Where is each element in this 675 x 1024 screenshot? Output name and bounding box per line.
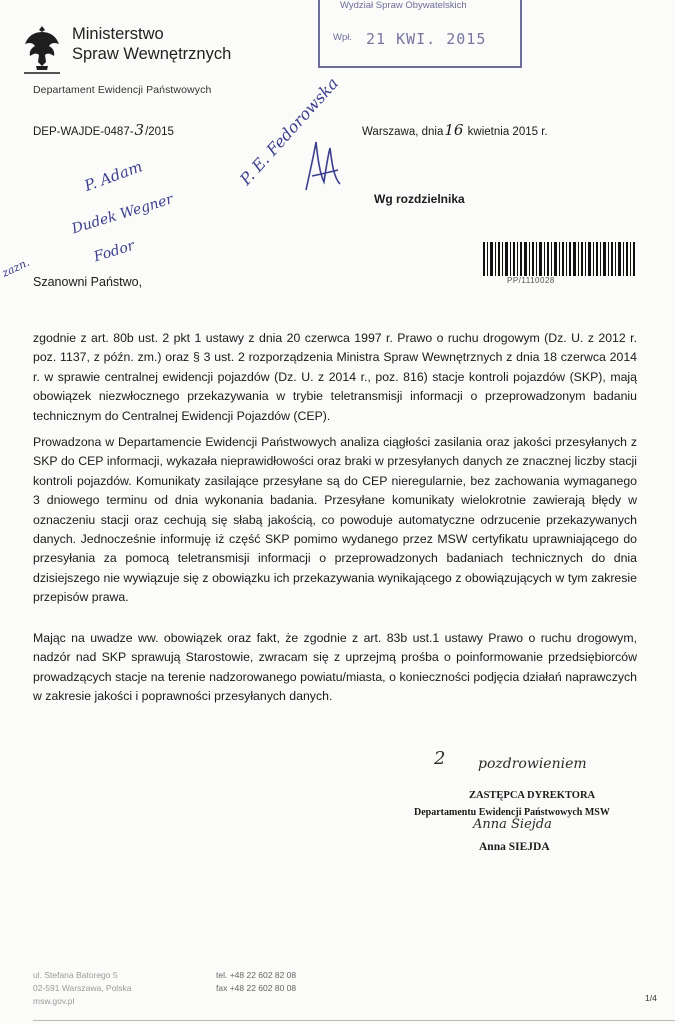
- stamp-received-label: Wpł.: [333, 32, 352, 43]
- footer-divider: [33, 1020, 675, 1021]
- footer-contact: [216, 969, 296, 995]
- ministry-name-line2: Spraw Wewnętrznych: [72, 45, 232, 63]
- document-number-prefix: DEP-WAJDE-0487-: [33, 126, 134, 138]
- signer-name: Anna SIEJDA: [479, 841, 550, 853]
- footer-address: [33, 969, 131, 1008]
- signer-department: Departamentu Ewidencji Państwowych MSW: [414, 807, 610, 818]
- handwritten-greeting-number: 2: [434, 748, 446, 769]
- signer-title: ZASTĘPCA DYREKTORA: [469, 790, 596, 801]
- day-handwritten: 16: [444, 121, 464, 139]
- stamp-date: 21 KWI. 2015: [366, 30, 487, 48]
- body-paragraph-2: Prowadzona w Departamencie Ewidencji Państwowych analiza ciągłości zasilania oraz jakości przesyłanych z SKP do CEP informacji, wykazała nieprawidłowości oraz braki w przesyłanych danych ze znacznej liczby stacji kontroli pojazdów. Komunikaty zasilające przesyłane są do CEP nieregularnie, bez zachowania wymaganego 3 dniowego terminu od dnia wykonania badania. Przesyłane komunikaty wielokrotnie zawierają błędy w oznaczeniu stacji oraz cechują się słabą jakością, co powoduje automatyczne odrzucenie przekazywanych danych. Jednocześnie informuję iż część SKP pomimo wydanego przez MSW certyfikatu uprawniającego do przesyłania za pomocą teletransmisji informacji o przeprowadzonych badaniach technicznych do dnia dzisiejszego nie wywiązuje się z obowiązku ich przekazywania wynikającego z obowiązujących w tym zakresie przepisów prawa.: [33, 435, 637, 605]
- handwritten-note-fedorowska: P. E. Fedorowska: [236, 73, 343, 189]
- barcode-number: PP/1110028: [507, 276, 555, 285]
- department-name: Departament Ewidencji Państwowych: [33, 84, 212, 96]
- place-prefix: Warszawa, dnia: [362, 126, 444, 138]
- handwritten-note-fodor: Fodor: [92, 237, 137, 266]
- place-suffix: kwietnia 2015 r.: [464, 126, 548, 138]
- document-number: [33, 121, 174, 139]
- salutation: Szanowni Państwo,: [33, 275, 143, 289]
- place-and-date: [362, 121, 548, 139]
- ministry-name: [72, 24, 231, 64]
- handwritten-note-names: Dudek Wegner: [70, 191, 176, 238]
- eagle-emblem-icon: [22, 22, 62, 74]
- handwritten-note-adam: P. Adam: [82, 157, 145, 195]
- body-paragraph-3: Mając na uwadze ww. obowiązek oraz fakt, że zgodnie z art. 83b ust.1 ustawy Prawo o ruchu drogowym, nadzór nad SKP sprawują Starostowie, zwracam się z uprzejmą prośba o poinformowanie przedsiębiorców prowadzących stacje na terenie nadzorowanego powiatu/miasta, o konieczności podjęcia działań naprawczych w zakresie jakości i poprawności przesyłanych danych.: [33, 631, 637, 704]
- footer-tel: tel. +48 22 602 82 08: [216, 970, 297, 980]
- handwritten-initials-scribble: [296, 132, 350, 196]
- ministry-name-line1: Ministerstwo: [72, 25, 164, 43]
- document-number-handwritten: 3: [134, 121, 145, 139]
- handwritten-signature: Anna Siejda: [473, 817, 552, 832]
- handwritten-greeting: pozdrowieniem: [478, 756, 587, 772]
- body-paragraph-1: zgodnie z art. 80b ust. 2 pkt 1 ustawy z dnia 20 czerwca 1997 r. Prawo o ruchu drogowym (Dz. U. z 2012 r. poz. 1137, z późn. zm.) oraz § 3 ust. 2 rozporządzenia Ministra Spraw Wewnętrznych z dnia 18 czerwca 2014 r. w sprawie centralnej ewidencji pojazdów (Dz. U. z 2014 r., poz. 816) stacje kontroli pojazdów (SKP), mają obowiązek niezwłocznego przekazywania w trybie teletransmisji informacji o przeprowadzonym badaniu technicznym do Centralnej Ewidencji Pojazdów (CEP).: [33, 331, 637, 423]
- footer-address-line1: ul. Stefana Batorego 5: [33, 970, 118, 980]
- barcode-icon: [483, 242, 635, 276]
- footer-address-line3: msw.gov.pl: [33, 996, 75, 1006]
- footer-address-line2: 02-591 Warszawa, Polska: [33, 983, 132, 993]
- recipient-line: Wg rozdzielnika: [374, 192, 465, 206]
- document-number-suffix: /2015: [145, 126, 174, 138]
- handwritten-note-margin: zazn.: [0, 255, 32, 280]
- footer-fax: fax +48 22 602 80 08: [216, 983, 297, 993]
- stamp-office-text: Wydział Spraw Obywatelskich: [340, 0, 467, 11]
- page-number: 1/4: [645, 993, 657, 1003]
